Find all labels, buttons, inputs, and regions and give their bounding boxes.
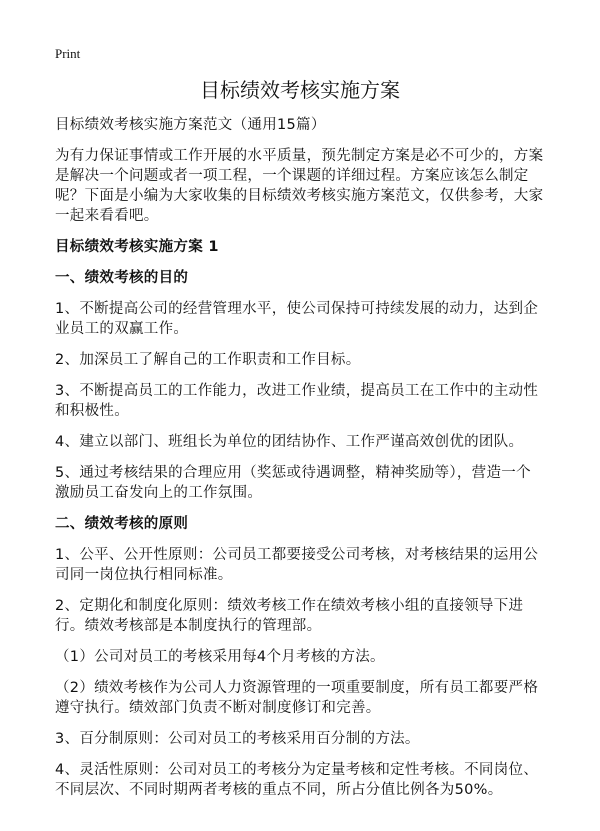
list-item: 3、百分制原则：公司对员工的考核采用百分制的方法。	[55, 731, 420, 747]
list-item: 2、定期化和制度化原则：绩效考核工作在绩效考核小组的直接领导下进行。绩效考核部是本制度执行的管理部。	[55, 598, 524, 634]
subtitle: 目标绩效考核实施方案范文（通用15篇）	[55, 117, 326, 133]
list-item: 4、灵活性原则：公司对员工的考核分为定量考核和定性考核。不同岗位、不同层次、不同时期两者考核的重点不同，所占分值比例各为50%。	[55, 762, 539, 798]
plan-heading: 目标绩效考核实施方案 1	[55, 239, 219, 255]
list-item: （2）绩效考核作为公司人力资源管理的一项重要制度，所有员工都要严格遵守执行。绩效部门负责不断对制度修订和完善。	[55, 680, 539, 716]
section-heading: 一、绩效考核的目的	[55, 270, 189, 286]
list-item: 4、建立以部门、班组长为单位的团结协作、工作严谨高效创优的团队。	[55, 434, 524, 450]
list-item: 1、公平、公开性原则：公司员工都要接受公司考核，对考核结果的运用公司同一岗位执行相同标准。	[55, 547, 539, 583]
section-heading: 二、绩效考核的原则	[55, 516, 189, 532]
page-title: 目标绩效考核实施方案	[200, 78, 400, 102]
list-item: 3、不断提高员工的工作能力，改进工作业绩，提高员工在工作中的主动性和积极性。	[55, 383, 539, 419]
print-link[interactable]: Print	[55, 46, 81, 61]
intro-paragraph: 为有力保证事情或工作开展的水平质量，预先制定方案是必不可少的，方案是解决一个问题或者一项工程，一个课题的详细过程。方案应该怎么制定呢？下面是小编为大家收集的目标绩效考核实施方案范文，仅供参考，大家一起来看看吧。	[55, 148, 544, 224]
list-item: （1）公司对员工的考核采用每4个月考核的方法。	[55, 649, 385, 665]
list-item: 1、不断提高公司的经营管理水平，使公司保持可持续发展的动力，达到企业员工的双赢工作。	[55, 301, 539, 337]
list-item: 5、通过考核结果的合理应用（奖惩或待遇调整，精神奖励等），营造一个激励员工奋发向上的工作氛围。	[55, 465, 531, 501]
list-item: 2、加深员工了解自己的工作职责和工作目标。	[55, 352, 361, 368]
